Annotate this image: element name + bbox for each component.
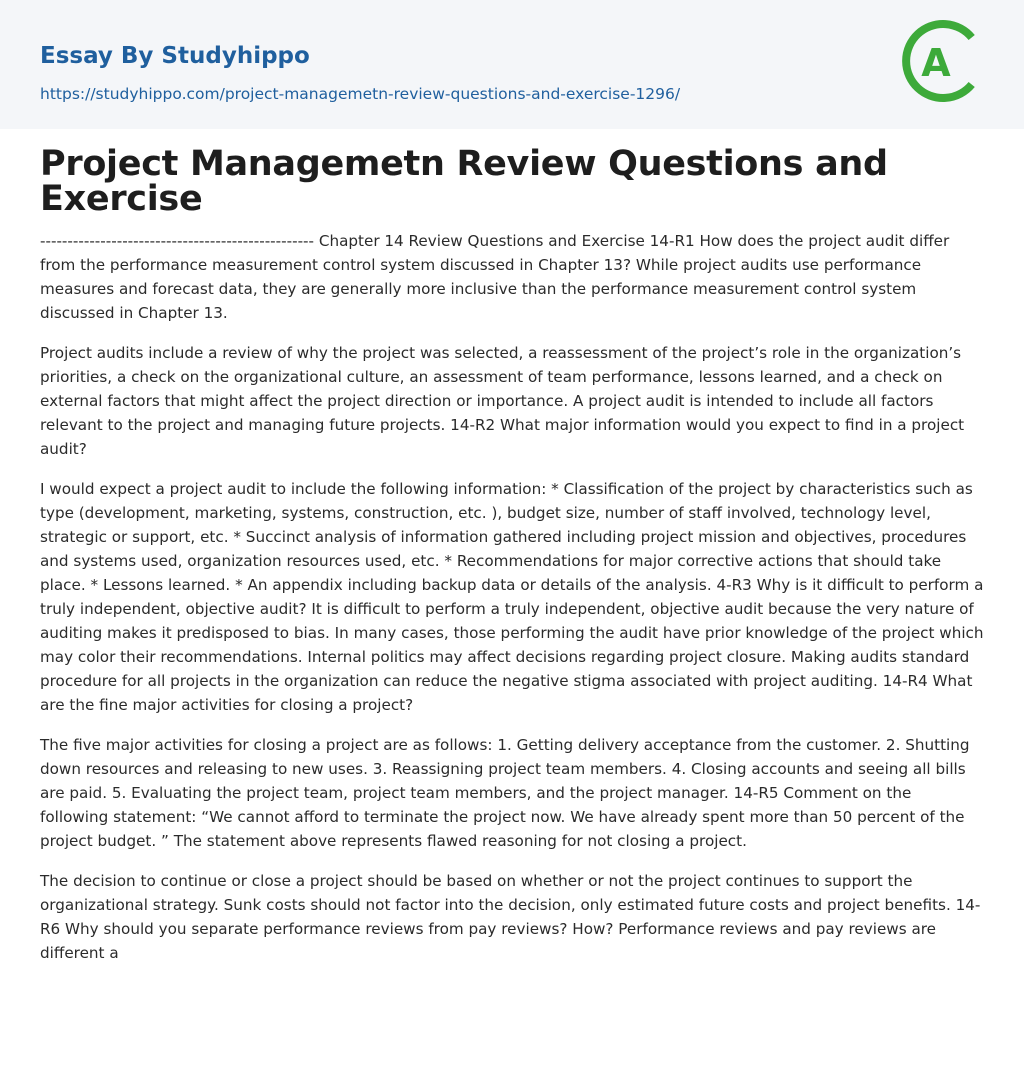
article-paragraph: Project audits include a review of why the project was selected, a reassessment of the project’s role in the organization’s priorities, a check on the organizational culture, an assessment of team performance, lessons learned, and a check on external factors that might affect the project direction or importance. A project audit is intended to include all factors relevant to the project and managing future projects. 14-R2 What major information would you expect to find in a project audit? — [40, 344, 965, 458]
article-title: Project Managemetn Review Questions and Exercise — [40, 144, 888, 219]
site-title[interactable]: Essay By Studyhippo — [40, 43, 310, 69]
article-paragraph: I would expect a project audit to include the following information: * Classification of the project by characteristics such as type (development, marketing, systems, construction, etc. ), budget size, number of staff involved, technology level, strategic or support, etc. * Succinct analysis of information gathered including project mission and objectives, procedures and systems used, organization resources used, etc. * Recommendations for major corrective actions that should take place. * Lessons learned. * An appendix including backup data or details of the analysis. 4-R3 Why is it difficult to perform a truly independent, objective audit? It is difficult to perform a truly independent, objective audit because the very nature of auditing makes it predisposed to bias. In many cases, those performing the audit have prior knowledge of the project which may color their recommendations. Internal politics may affect decisions regarding project closure. Making audits standard procedure for all projects in the organization can reduce the negative stigma associated with project auditing. 14-R4 What are the fine major activities for closing a project? — [40, 480, 984, 714]
source-url-link[interactable]: https://studyhippo.com/project-managemetn-review-questions-and-exercise-1296/ — [40, 85, 681, 103]
article-paragraph: -------------------------------------------------- Chapter 14 Review Questions and Exercise 14-R1 How does the project audit differ from the performance measurement control system discussed in Chapter 13? While project audits use performance measures and forecast data, they are generally more inclusive than the performance measurement control system discussed in Chapter 13. — [40, 232, 950, 322]
logo-letter: A — [921, 41, 951, 85]
article-paragraph: The five major activities for closing a project are as follows: 1. Getting delivery acceptance from the customer. 2. Shutting down resources and releasing to new uses. 3. Reassigning project team members. 4. Closing accounts and seeing all bills are paid. 5. Evaluating the project team, project team members, and the project manager. 14-R5 Comment on the following statement: “We cannot afford to terminate the project now. We have already spent more than 50 percent of the project budget. ” The statement above represents flawed reasoning for not closing a project. — [40, 736, 970, 850]
article-paragraph: The decision to continue or close a project should be based on whether or not the project continues to support the organizational strategy. Sunk costs should not factor into the decision, only estimated future costs and project benefits. 14-R6 Why should you separate performance reviews from pay reviews? How? Performance reviews and pay reviews are different a — [40, 872, 981, 962]
article — [0, 129, 1024, 965]
logo-icon[interactable] — [900, 19, 984, 103]
site-header — [0, 0, 1024, 129]
